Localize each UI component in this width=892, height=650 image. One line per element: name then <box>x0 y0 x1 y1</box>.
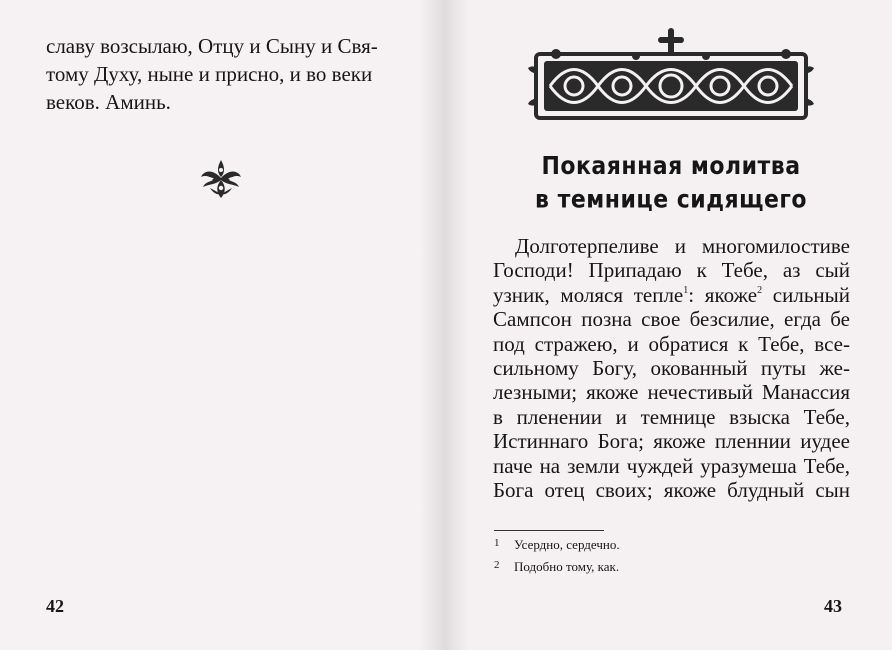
prayer-title <box>486 150 856 217</box>
text-line: Господи! Припадаю к Тебе, аз сый <box>493 258 850 283</box>
text-line: славу возсылаю, Отцу и Сыну и Свя- <box>46 34 378 58</box>
text-line: Истиннаго Бога; якоже пленнии иудее <box>493 429 850 454</box>
text-line: Долготерпеливе и многомилостиве <box>515 234 850 258</box>
text-line: под стражею, и обратися к Тебе, все- <box>493 331 850 356</box>
footnote-text: Подобно тому, как. <box>514 559 620 574</box>
text-segment: сильный <box>762 282 850 307</box>
text-line: Бога отец своих; якоже блудный сын <box>493 478 850 503</box>
interlace-headpiece-ornament <box>526 28 816 124</box>
left-page-text <box>46 32 398 116</box>
footnote-number: 2 <box>494 559 500 571</box>
fleuron-ornament-icon <box>198 158 244 200</box>
title-line: в темнице сидящего <box>535 185 807 215</box>
text-line: Сампсон позна свое безсилие, егда бе <box>493 307 850 332</box>
text-line: тому Духу, ныне и присно, и во веки <box>46 62 373 86</box>
text-line: в пленении и темнице взыска Тебе, <box>493 404 850 429</box>
footnote <box>494 555 620 577</box>
text-line <box>493 283 850 307</box>
text-segment: узник, моляся тепле <box>493 282 684 307</box>
text-line: веков. Аминь. <box>46 90 171 114</box>
right-page <box>446 0 892 650</box>
footnote-divider <box>494 530 604 531</box>
gutter-shadow <box>420 0 446 650</box>
gutter-shadow <box>446 0 468 650</box>
page-number: 42 <box>46 596 64 616</box>
title-line: Покаянная молитва <box>541 152 801 182</box>
prayer-body <box>493 234 850 502</box>
footnote-ref: 2 <box>757 284 763 296</box>
text-segment: : якоже <box>688 282 758 307</box>
text-line: сильному Богу, окованный путы же- <box>493 356 850 381</box>
footnote-ref: 1 <box>683 284 689 296</box>
text-line: лезными; якоже нечестивый Манассия <box>493 380 850 405</box>
footnotes <box>494 533 620 577</box>
page-number: 43 <box>824 596 842 616</box>
footnote <box>494 533 620 555</box>
text-line: паче на земли чуждей уразумеша Тебе, <box>493 453 850 478</box>
footnote-text: Усердно, сердечно. <box>514 537 620 552</box>
footnote-number: 1 <box>494 537 500 549</box>
